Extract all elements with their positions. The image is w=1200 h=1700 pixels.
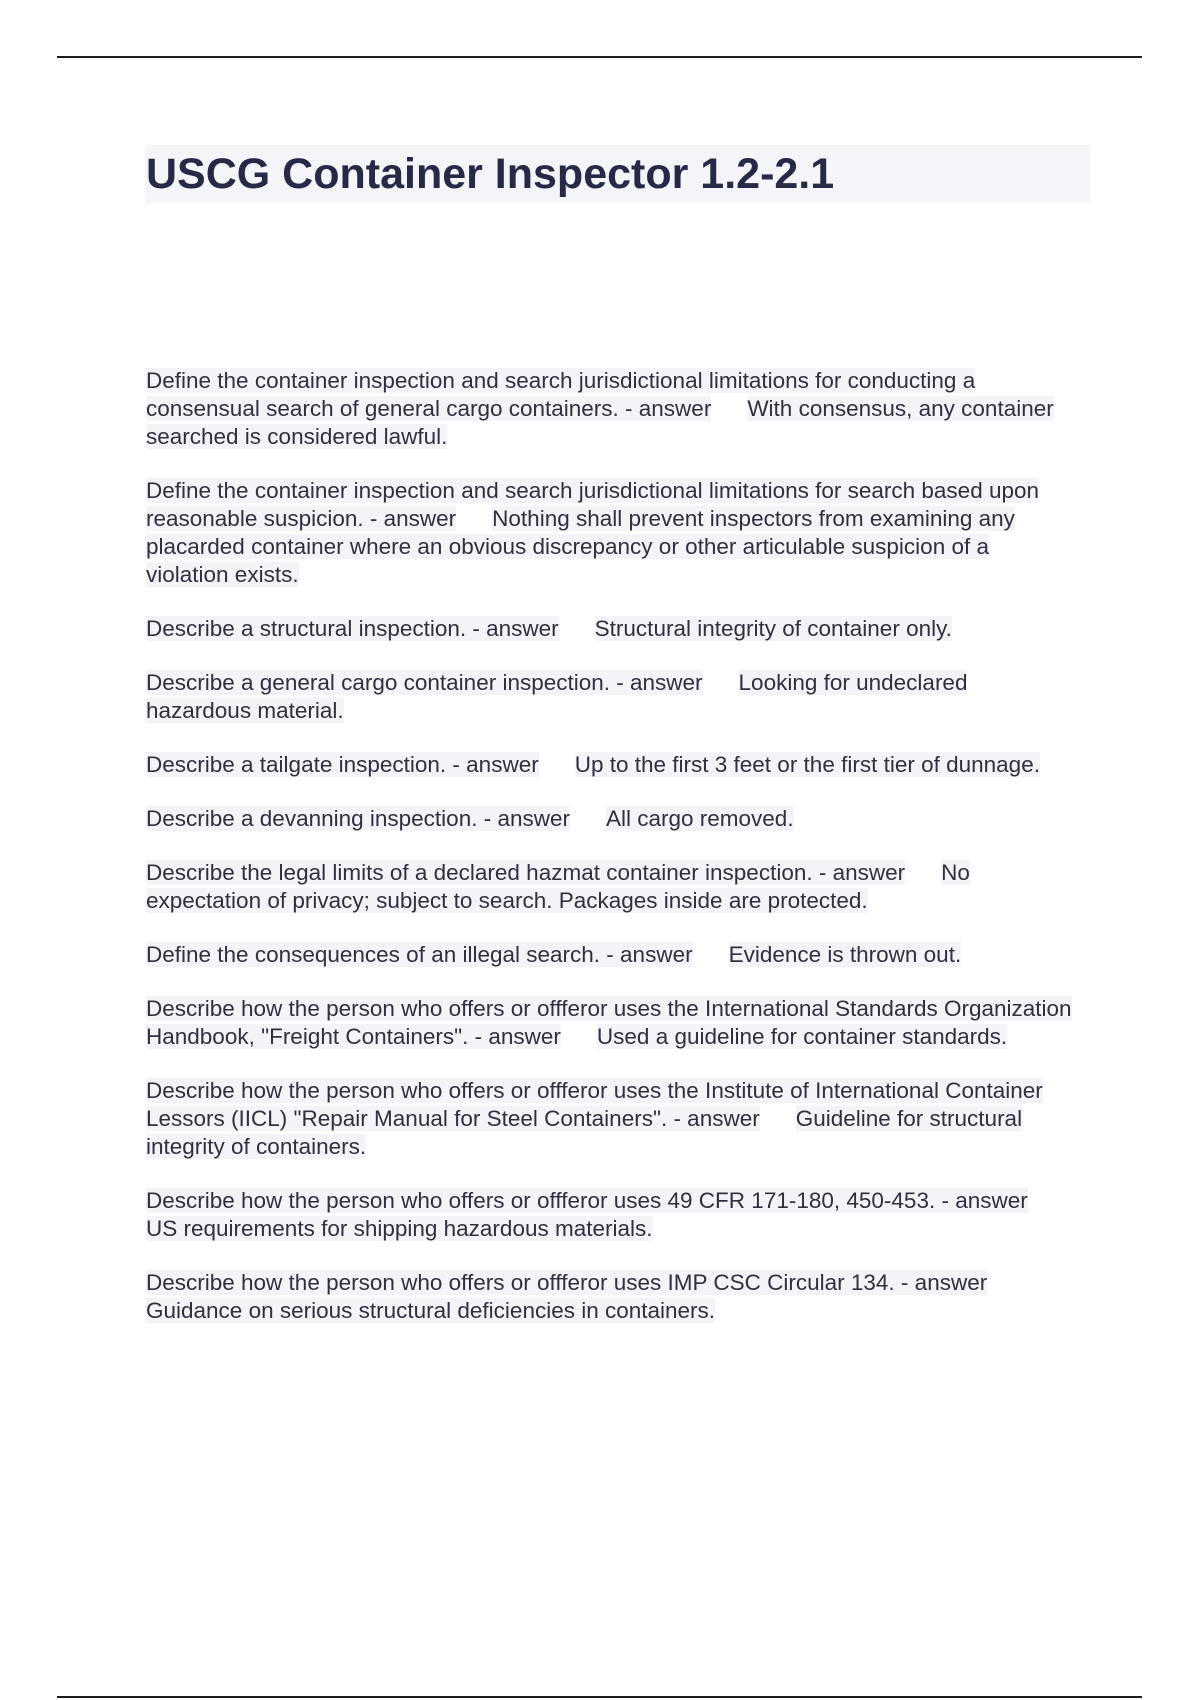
question-text: Define the consequences of an illegal search. - answer — [146, 942, 693, 967]
qa-item — [146, 805, 1076, 833]
qa-item — [146, 1187, 1076, 1243]
answer-text: Guideline for structural integrity of containers. — [146, 1106, 1023, 1159]
question-text: Describe a devanning inspection. - answer — [146, 806, 570, 831]
question-text: Define the container inspection and search jurisdictional limitations for conducting a consensual search of general cargo containers. - answer — [146, 368, 976, 421]
qa-item — [146, 615, 1076, 643]
header-rule — [57, 56, 1142, 58]
qa-item — [146, 859, 1076, 915]
qa-item — [146, 477, 1076, 589]
answer-text: All cargo removed. — [605, 806, 794, 831]
qa-item — [146, 1077, 1076, 1161]
qa-list — [146, 367, 1076, 1351]
answer-text: Evidence is thrown out. — [728, 942, 962, 967]
answer-text: No expectation of privacy; subject to search. Packages inside are protected. — [146, 860, 970, 913]
question-text: Describe the legal limits of a declared hazmat container inspection. - answer — [146, 860, 906, 885]
qa-item — [146, 751, 1076, 779]
qa-item — [146, 367, 1076, 451]
question-text: Describe how the person who offers or offferor uses the International Standards Organization Handbook, "Freight Containers". - answer — [146, 996, 1072, 1049]
answer-text: With consensus, any container searched is considered lawful. — [146, 396, 1054, 449]
answer-text: Structural integrity of container only. — [594, 616, 952, 641]
question-text: Describe how the person who offers or offferor uses 49 CFR 171-180, 450-453. - answer — [146, 1188, 1028, 1213]
answer-text: Looking for undeclared hazardous material. — [146, 670, 968, 723]
answer-text: Nothing shall prevent inspectors from examining any placarded container where an obvious discrepancy or other articulable suspicion of a violation exists. — [146, 506, 1015, 587]
question-text: Describe a general cargo container inspection. - answer — [146, 670, 703, 695]
question-text: Define the container inspection and search jurisdictional limitations for search based upon reasonable suspicion. - answer — [146, 478, 1040, 531]
question-text: Describe a tailgate inspection. - answer — [146, 752, 539, 777]
answer-text: Used a guideline for container standards. — [596, 1024, 1008, 1049]
question-text: Describe how the person who offers or offferor uses IMP CSC Circular 134. - answer — [146, 1270, 988, 1295]
answer-text: Up to the first 3 feet or the first tier of dunnage. — [574, 752, 1040, 777]
qa-item — [146, 995, 1076, 1051]
question-text: Describe a structural inspection. - answer — [146, 616, 559, 641]
answer-text: US requirements for shipping hazardous materials. — [146, 1216, 653, 1241]
qa-item — [146, 941, 1076, 969]
page-title: USCG Container Inspector 1.2-2.1 — [146, 150, 835, 198]
qa-item — [146, 1269, 1076, 1325]
answer-text: Guidance on serious structural deficiencies in containers. — [146, 1298, 716, 1323]
question-text: Describe how the person who offers or offferor uses the Institute of International Container Lessors (IICL) "Repair Manual for Steel Containers". - answer — [146, 1078, 1043, 1131]
qa-item — [146, 669, 1076, 725]
footer-rule — [57, 1696, 1142, 1698]
